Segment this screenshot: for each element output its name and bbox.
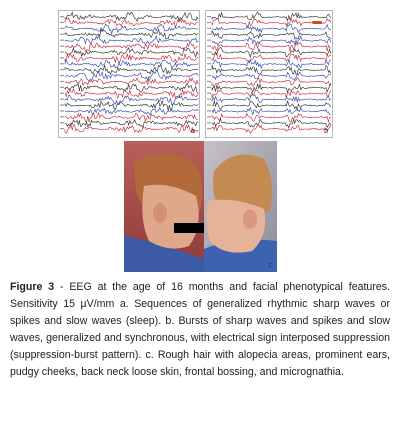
eeg-channel-trace bbox=[65, 18, 198, 28]
eeg-channel-trace bbox=[212, 90, 331, 98]
eeg-channel-trace bbox=[212, 95, 331, 103]
caption-label: Figure 3 bbox=[10, 281, 55, 293]
panel-letter-b: b bbox=[324, 128, 328, 135]
eeg-channel-trace bbox=[212, 47, 331, 57]
channel-label-mark bbox=[60, 16, 64, 17]
channel-label-mark bbox=[207, 16, 211, 17]
channel-label-mark bbox=[207, 128, 211, 129]
eeg-channel-trace bbox=[212, 24, 331, 32]
eeg-channel-trace bbox=[65, 78, 198, 85]
channel-label-mark bbox=[60, 110, 64, 111]
channel-label-mark bbox=[60, 99, 64, 100]
channel-label-mark bbox=[60, 104, 64, 105]
eeg-channel-trace bbox=[212, 125, 331, 134]
eeg-channel-trace bbox=[65, 65, 198, 74]
channel-label-mark bbox=[60, 51, 64, 52]
channel-label-mark bbox=[207, 28, 211, 29]
panel-letter-c: c bbox=[268, 262, 272, 269]
channel-label-mark bbox=[60, 116, 64, 117]
channel-label-mark bbox=[207, 104, 211, 105]
eeg-channel-trace bbox=[212, 114, 331, 123]
eeg-channel-trace bbox=[65, 83, 198, 92]
eeg-channel-trace bbox=[212, 78, 331, 87]
eeg-channel-trace bbox=[212, 65, 331, 74]
eeg-channel-trace bbox=[212, 72, 331, 80]
eeg-channel-trace bbox=[212, 101, 331, 110]
eeg-channel-trace bbox=[65, 101, 198, 111]
eeg-channel-trace bbox=[212, 119, 331, 128]
channel-label-mark bbox=[60, 81, 64, 82]
channel-label-mark bbox=[60, 87, 64, 88]
caption-text: - EEG at the age of 16 months and facial phenotypical features. Sensitivity 15 µV/mm a. Sequences of generalized rhythmic sharp waves or spikes and slow waves (sleep). b. Bursts of sharp waves and spikes and slow waves, generalized and synchronous, with electrical sign interposed suppression (suppression-burst pattern). c. Rough hair with alopecia areas, prominent ears, pudgy cheeks, back neck loose skin, frontal bossing, and micrognathia. bbox=[10, 281, 390, 378]
event-marker bbox=[312, 21, 322, 24]
eeg-channel-trace bbox=[65, 107, 198, 114]
channel-label-mark bbox=[60, 57, 64, 58]
channel-label-mark bbox=[207, 122, 211, 123]
channel-label-mark bbox=[207, 34, 211, 35]
eeg-channel-trace bbox=[65, 36, 198, 45]
channel-label-mark bbox=[207, 75, 211, 76]
channel-label-mark bbox=[60, 69, 64, 70]
panel-letter-a: a bbox=[191, 128, 195, 135]
eeg-channel-trace bbox=[65, 29, 198, 39]
child-photo bbox=[124, 141, 277, 272]
channel-label-mark bbox=[207, 63, 211, 64]
eeg-channel-trace bbox=[65, 54, 198, 63]
eeg-channel-trace bbox=[212, 31, 331, 39]
eeg-channel-trace bbox=[212, 60, 331, 68]
eeg-traces-a bbox=[59, 11, 200, 138]
channel-label-mark bbox=[207, 87, 211, 88]
channel-label-mark bbox=[60, 40, 64, 41]
channel-label-mark bbox=[207, 51, 211, 52]
channel-label-mark bbox=[60, 34, 64, 35]
eeg-traces-b bbox=[206, 11, 333, 138]
channel-label-mark bbox=[207, 45, 211, 46]
eeg-channel-trace bbox=[65, 12, 198, 21]
channel-label-mark bbox=[207, 81, 211, 82]
eeg-panel-b bbox=[205, 10, 333, 138]
channel-label-mark bbox=[207, 116, 211, 117]
eeg-channel-trace bbox=[212, 12, 331, 21]
eeg-channel-trace bbox=[212, 84, 331, 92]
eeg-panel-a bbox=[58, 10, 200, 138]
channel-label-mark bbox=[207, 22, 211, 23]
channel-label-mark bbox=[60, 128, 64, 129]
channel-label-mark bbox=[207, 69, 211, 70]
eeg-channel-trace bbox=[212, 108, 331, 115]
eeg-channel-trace bbox=[212, 36, 331, 46]
eeg-channel-trace bbox=[212, 53, 331, 62]
child-photo-panel-c bbox=[124, 141, 277, 272]
channel-label-mark bbox=[60, 22, 64, 23]
channel-label-mark bbox=[60, 122, 64, 123]
eeg-channel-trace bbox=[65, 89, 198, 99]
channel-label-mark bbox=[207, 110, 211, 111]
channel-label-mark bbox=[60, 75, 64, 76]
channel-label-mark bbox=[60, 28, 64, 29]
channel-label-mark bbox=[207, 99, 211, 100]
eeg-channel-trace bbox=[65, 71, 198, 81]
channel-label-mark bbox=[60, 45, 64, 46]
eeg-channel-trace bbox=[212, 43, 331, 52]
channel-label-mark bbox=[207, 40, 211, 41]
eeg-channel-trace bbox=[65, 113, 198, 122]
channel-label-mark bbox=[60, 93, 64, 94]
figure-caption bbox=[10, 279, 390, 381]
eeg-channel-trace bbox=[65, 60, 198, 69]
channel-label-mark bbox=[207, 57, 211, 58]
channel-label-mark bbox=[207, 93, 211, 94]
channel-label-mark bbox=[60, 63, 64, 64]
eeg-channel-trace bbox=[65, 24, 198, 33]
